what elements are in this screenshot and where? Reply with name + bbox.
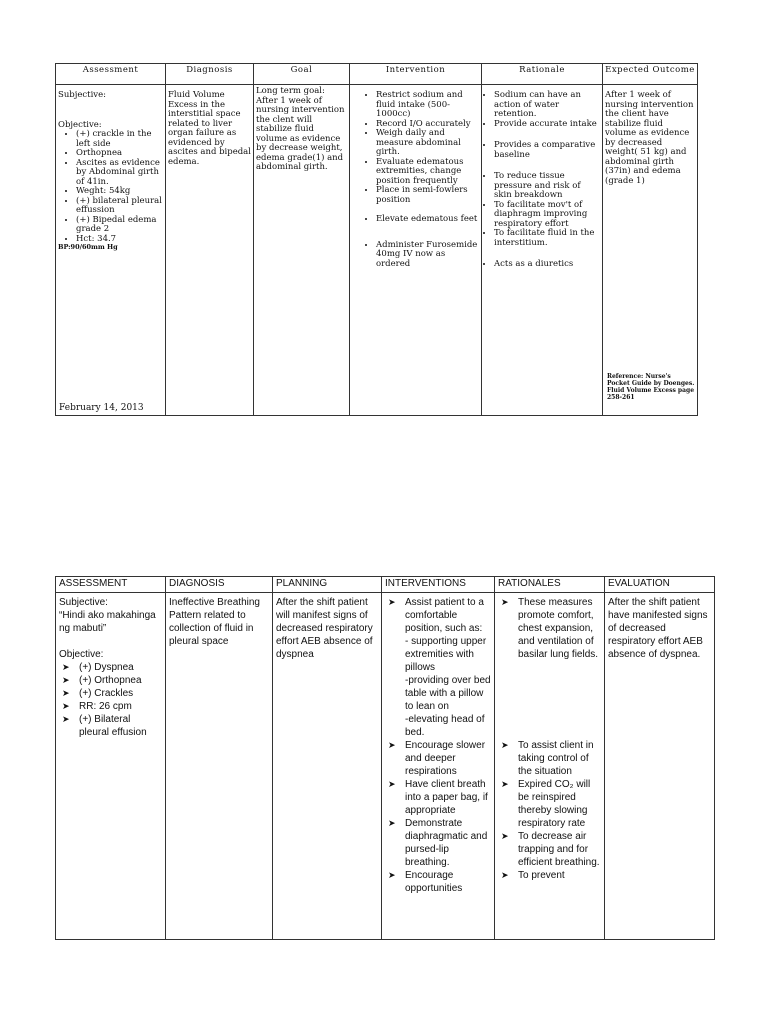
date: February 14, 2013 bbox=[59, 402, 144, 413]
header-intervention: Intervention bbox=[350, 64, 482, 85]
list-item: • Ascites as evidence by Abdominal girth of 41in. bbox=[76, 159, 163, 188]
list-item: ➤ These measures promote comfort, chest expansion, and ventilation of basilar lung fields. bbox=[498, 596, 601, 661]
header-diagnosis: Diagnosis bbox=[166, 64, 254, 85]
table2-header-row bbox=[56, 577, 715, 593]
objective-label: Objective: bbox=[58, 119, 102, 130]
list-item: • Weigh daily and measure abdominal girth. bbox=[376, 129, 479, 158]
table1-header-row bbox=[56, 64, 698, 85]
objective-list bbox=[59, 661, 162, 739]
list-item: • (+) bilateral pleural effussion bbox=[76, 197, 163, 216]
evaluation-cell bbox=[605, 593, 715, 940]
goal-text: Long term goal: After 1 week of nursing intervention the clent will stabilize fluid volume as evidence by decrease weight, edema grade(1) and abdominal girth. bbox=[256, 86, 345, 172]
rationale-list bbox=[484, 91, 600, 270]
assessment-cell bbox=[56, 593, 166, 940]
sub-item: - supporting upper extremities with pillows bbox=[405, 636, 487, 673]
header-expected-outcome: Expected Outcome bbox=[603, 64, 698, 85]
list-item: • Orthopnea bbox=[76, 149, 163, 159]
list-item: ➤ To decrease air trapping and for efficient breathing. bbox=[498, 830, 601, 869]
list-item: • (+) crackle in the left side bbox=[76, 130, 163, 149]
evaluation-text: After the shift patient have manifested signs of decreased respiratory effort AEB absence of dyspnea. bbox=[608, 597, 708, 660]
list-item: ➤ Encourage slower and deeper respirations bbox=[385, 739, 491, 778]
intervention-list bbox=[352, 91, 479, 269]
interventions-cell bbox=[382, 593, 495, 940]
header-evaluation: EVALUATION bbox=[605, 577, 715, 593]
list-item: • To facilitate fluid in the interstitium. bbox=[494, 229, 600, 248]
list-item: ➤ Expired CO₂ will be reinspired thereby slowing respiratory rate bbox=[498, 778, 601, 830]
list-item: ➤ (+) Crackles bbox=[59, 687, 162, 700]
list-item: ➤ (+) Orthopnea bbox=[59, 674, 162, 687]
rationales-list bbox=[498, 596, 601, 882]
interventions-list bbox=[385, 596, 491, 895]
list-item: • Restrict sodium and fluid intake (500-1000cc) bbox=[376, 91, 479, 120]
list-item: • Provide accurate intake bbox=[494, 120, 600, 130]
table2-body-row bbox=[56, 593, 715, 940]
list-item: • Record I/O accurately bbox=[376, 120, 479, 130]
list-item: • Provides a comparative baseline bbox=[494, 141, 600, 160]
header-rationales: RATIONALES bbox=[495, 577, 605, 593]
diagnosis-text: Ineffective Breathing Pattern related to collection of fluid in pleural space bbox=[169, 597, 260, 647]
intervention-text: Assist patient to a comfortable position, such as: bbox=[405, 597, 484, 634]
outcome-text: After 1 week of nursing intervention the client have stabilize fluid volume as evidence by decreased weight( 51 kg) and abdominal girth (37in) and edema (grade 1) bbox=[605, 90, 694, 186]
care-plan-table-breathing-pattern bbox=[55, 576, 715, 940]
list-item: ➤ RR: 26 cpm bbox=[59, 700, 162, 713]
intervention-cell bbox=[350, 85, 482, 416]
diagnosis-cell bbox=[166, 593, 273, 940]
objective-list bbox=[58, 130, 163, 244]
list-item: ➤ (+) Bilateral pleural effusion bbox=[59, 713, 162, 739]
list-item bbox=[385, 596, 491, 739]
objective-label: Objective: bbox=[59, 649, 104, 660]
list-item: • Elevate edematous feet bbox=[376, 215, 479, 225]
header-diagnosis: DIAGNOSIS bbox=[166, 577, 273, 593]
subjective-quote: “Hindi ako makahinga ng mabuti” bbox=[59, 610, 156, 634]
planning-cell bbox=[273, 593, 382, 940]
header-interventions: INTERVENTIONS bbox=[382, 577, 495, 593]
blood-pressure: BP:90/60mm Hg bbox=[58, 243, 118, 251]
assessment-cell bbox=[56, 85, 166, 416]
list-item: ➤ Demonstrate diaphragmatic and pursed-lip breathing. bbox=[385, 817, 491, 869]
rationales-cell bbox=[495, 593, 605, 940]
list-item: ➤ To prevent bbox=[498, 869, 601, 882]
list-item: ➤ (+) Dyspnea bbox=[59, 661, 162, 674]
sub-item: -providing over bed table with a pillow to lean on bbox=[405, 675, 491, 712]
list-item: • Administer Furosemide 40mg IV now as ordered bbox=[376, 241, 479, 270]
diagnosis-cell bbox=[166, 85, 254, 416]
list-item: • Weght: 54kg bbox=[76, 187, 163, 197]
header-goal: Goal bbox=[254, 64, 350, 85]
expected-outcome-cell bbox=[603, 85, 698, 416]
header-rationale: Rationale bbox=[482, 64, 603, 85]
list-item: • Sodium can have an action of water retention. bbox=[494, 91, 600, 120]
subjective-label: Subjective: bbox=[59, 597, 108, 608]
care-plan-table-fluid-volume bbox=[55, 63, 698, 416]
subjective-label: Subjective: bbox=[58, 90, 106, 100]
list-item: ➤ To assist client in taking control of the situation bbox=[498, 739, 601, 778]
list-item: • To facilitate mov't of diaphragm improving respiratory effort bbox=[494, 201, 600, 230]
rationale-cell bbox=[482, 85, 603, 416]
header-assessment: Assessment bbox=[56, 64, 166, 85]
diagnosis-text: Fluid Volume Excess in the interstitial space related to liver organ failure as evidenced by ascites and bipedal edema. bbox=[168, 90, 251, 167]
list-item: • To reduce tissue pressure and risk of skin breakdown bbox=[494, 172, 600, 201]
sub-item: -elevating head of bed. bbox=[405, 714, 485, 738]
list-item: • (+) Bipedal edema grade 2 bbox=[76, 216, 163, 235]
list-item: • Place in semi-fowlers position bbox=[376, 186, 479, 205]
list-item: • Evaluate edematous extremities, change position frequently bbox=[376, 158, 479, 187]
planning-text: After the shift patient will manifest signs of decreased respiratory effort AEB absence of dyspnea bbox=[276, 597, 373, 660]
goal-cell bbox=[254, 85, 350, 416]
list-item: ➤ Have client breath into a paper bag, if appropriate bbox=[385, 778, 491, 817]
header-assessment: ASSESSMENT bbox=[56, 577, 166, 593]
header-planning: PLANNING bbox=[273, 577, 382, 593]
table1-body-row bbox=[56, 85, 698, 416]
list-item: ➤ Encourage opportunities bbox=[385, 869, 491, 895]
list-item: • Hct: 34.7 bbox=[76, 235, 163, 245]
list-item: • Acts as a diuretics bbox=[494, 260, 600, 270]
reference-note: Reference: Nurse's Pocket Guide by Doenges. Fluid Volume Excess page 258-261 bbox=[607, 373, 695, 401]
